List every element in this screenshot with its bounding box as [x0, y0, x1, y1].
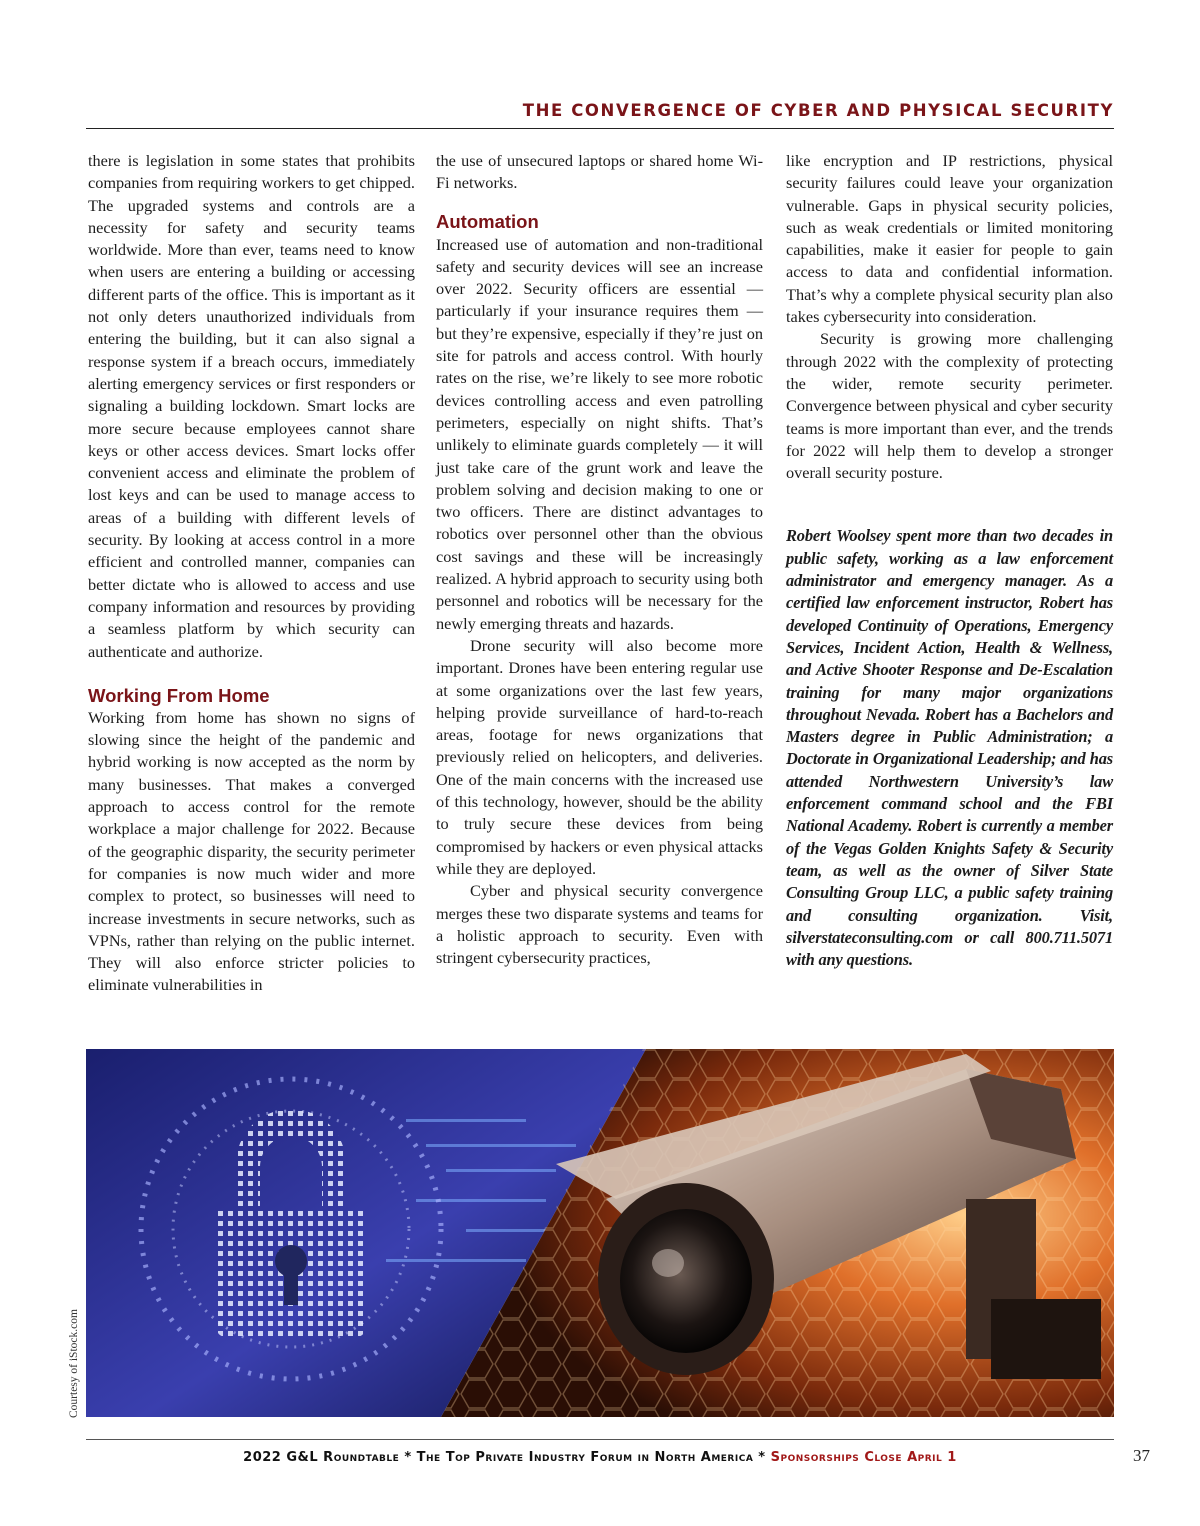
author-bio: Robert Woolsey spent more than two decades in public safety, working as a law enforcement administrator and emergency manager. As a certified law enforcement instructor, Robert has developed Continuity of Operations, Emergency Services, Incident Action, Health & Wellness, and Active Shooter Response and De-Escalation training for many major organizations throughout Nevada. Robert has a Bachelors and Masters degree in Public Administration; a Doctorate in Organizational Leadership; and has attended Northwestern University’s law enforcement command school and the FBI National Academy. Robert is currently a member of the Vegas Golden Knights Safety & Security team, as well as the owner of Silver State Consulting Group LLC, a public safety training and consulting organization. Visit, silverstateconsulting.com or call 800.711.5071 with any questions.: [786, 526, 1113, 970]
paragraph: Security is growing more challenging through 2022 with the complexity of protecting the wider, remote security perimeter. Convergence between physical and cyber security teams is more important than ever, and the trends for 2022 will help them to develop a stronger overall security posture.: [786, 329, 1113, 483]
paragraph: there is legislation in some states that prohibits companies from requiring workers to get chipped. The upgraded systems and controls are a necessity for safety and security teams worldwide. More than ever, teams need to know when users are entering a building or accessing different parts of the office. This is important as it not only deters unauthorized individuals from entering the building, but it can also signal a response system if a breach occurs, immediately alerting emergency services or first responders or signaling a building lockdown. Smart locks are more secure because employees cannot share keys or other access devices. Smart locks offer convenient access and eliminate the problem of lost keys and can be used to manage access to areas of a building with different levels of security. By looking at access control in a more efficient and controlled manner, companies can better dictate who is allowed to access and use company information and resources by providing a seamless platform by which security can authenticate and authorize.: [88, 151, 415, 661]
photo-credit-text: Courtesy of iStock.com: [68, 1309, 80, 1418]
paragraph: Working from home has shown no signs of slowing since the height of the pandemic and hybrid working is now accepted as the norm by many businesses. That makes a converged approach to access control for the remote workplace a major challenge for 2022. Because of the geographic disparity, the security perimeter for companies is now much wider and more complex to protect, so businesses will need to increase investments in secure networks, such as VPNs, rather than relying on the public internet. They will also enforce stricter policies to eliminate vulnerabilities in: [88, 707, 415, 995]
page-number: 37: [1133, 1446, 1150, 1465]
footer-rule: [86, 1439, 1114, 1440]
article-column-2: [436, 150, 763, 969]
footer: [86, 1449, 1114, 1467]
header-rule: [86, 128, 1114, 129]
running-title: THE CONVERGENCE OF CYBER AND PHYSICAL SECURITY: [522, 101, 1114, 120]
paragraph: Cyber and physical security convergence merges these two disparate systems and teams for a holistic approach to security. Even with stringent cybersecurity practices,: [436, 881, 763, 968]
article-column-3: [786, 150, 1113, 971]
subhead-automation: Automation: [436, 210, 539, 232]
paragraph: the use of unsecured laptops or shared home Wi-Fi networks.: [436, 151, 763, 193]
feature-image-art: [86, 1049, 1114, 1417]
feature-image: [86, 1049, 1114, 1417]
paragraph: Drone security will also become more important. Drones have been entering regular use at some organizations over the last few years, helping provide surveillance of hard-to-reach areas, footage for news organizations that previously relied on helicopters, and deliveries. One of the main concerns with the increased use of this technology, however, should be the ability to truly secure these devices from being compromised by hackers or even physical attacks while they are deployed.: [436, 635, 763, 878]
footer-text: 2022 G&L Roundtable * The Top Private Industry Forum in North America *: [243, 1450, 771, 1465]
footer-promo: Sponsorships Close April 1: [770, 1450, 957, 1465]
paragraph: like encryption and IP restrictions, physical security failures could leave your organization vulnerable. Gaps in physical security policies, such as weak credentials or limited monitoring capabilities, make it easier for people to gain access to data and confidential information. That’s why a complete physical security plan also takes cybersecurity into consideration.: [786, 151, 1113, 327]
paragraph: Increased use of automation and non-traditional safety and security devices will see an increase over 2022. Security officers are essential — particularly if your insurance requires them — but they’re expensive, especially if they’re just on site for patrols and access control. With hourly rates on the rise, we’re likely to see more robotic devices controlling access and even patrolling perimeters, especially on night shifts. That’s unlikely to eliminate guards completely — it will just take care of the grunt work and leave the problem solving and decision making to one or two officers. There are distinct advantages to robotics over personnel other than the obvious cost savings and these will be increasingly realized. A hybrid approach to security using both personnel and robotics will be necessary for the newly emerging threats and hazards.: [436, 234, 763, 633]
subhead-working-from-home: Working From Home: [88, 684, 270, 706]
article-column-1: [88, 150, 415, 997]
